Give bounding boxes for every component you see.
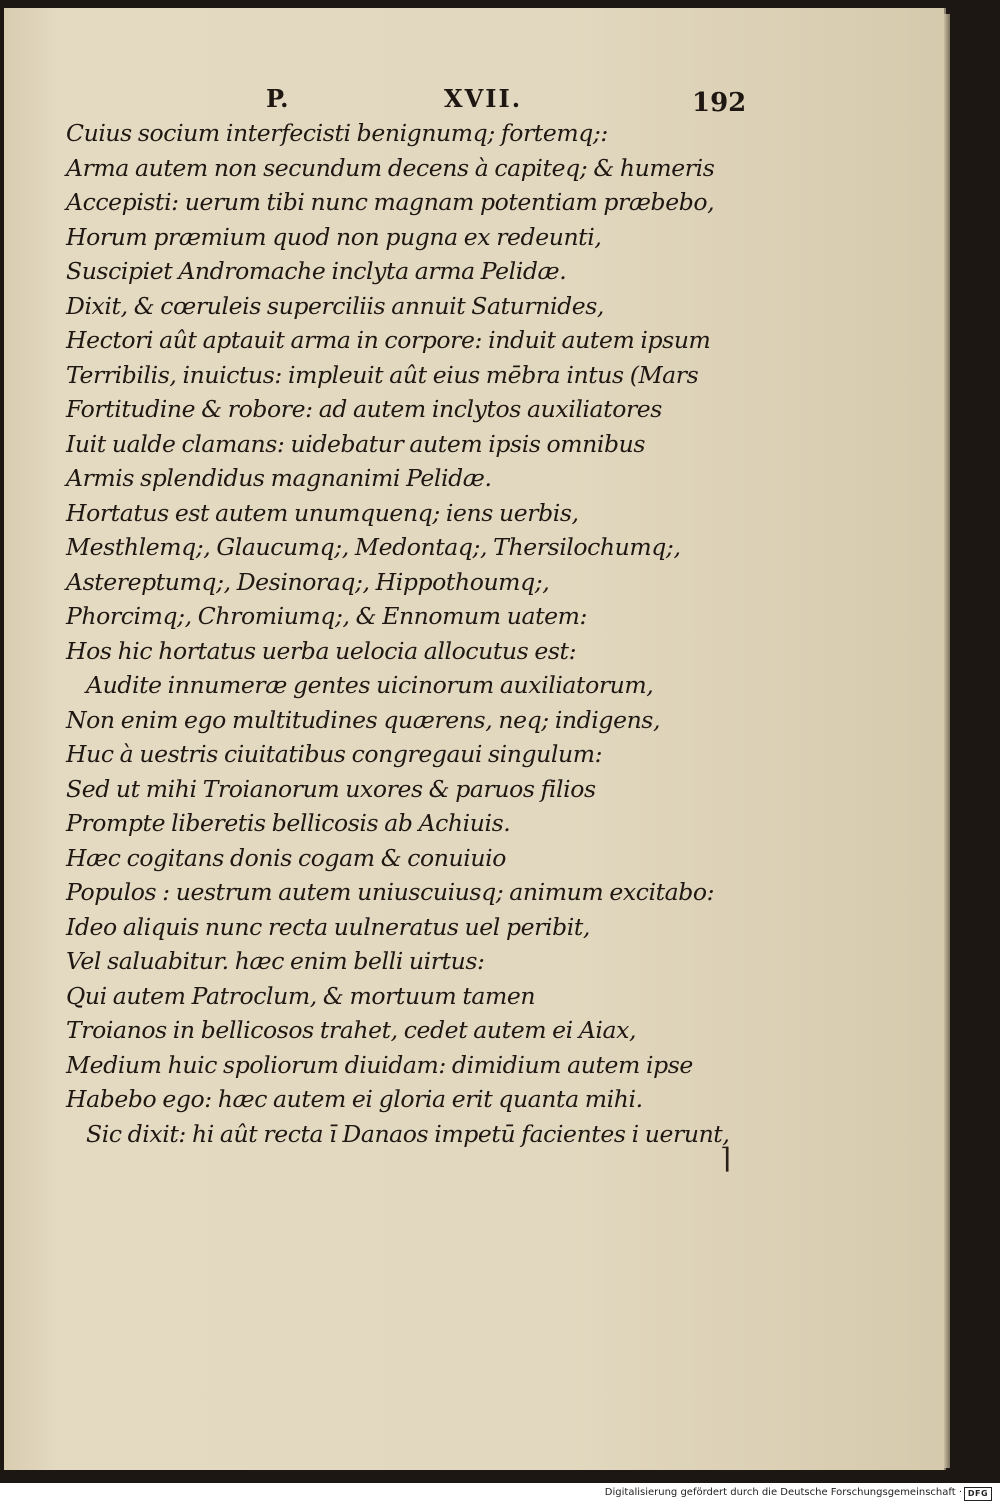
book-page (4, 8, 946, 1470)
verse-line: Ideo aliquis nunc recta uulneratus uel peribit, (66, 912, 590, 941)
verse-line: Phorcimq;, Chromiumq;, & Ennomum uatem: (66, 602, 588, 630)
digitization-credit: Digitalisierung gefördert durch die Deutsche Forschungsgemeinschaft · (604, 1487, 962, 1498)
margin-bracket-mark: ⌉ (720, 1142, 731, 1175)
verse-line: Populos : uestrum autem uniuscuiusq; animum excitabo: (66, 878, 715, 906)
verse-line: Non enim ego multitudines quærens, neq; indigens, (66, 705, 661, 734)
verse-line: Hortatus est autem unumquenq; iens uerbis, (66, 498, 579, 527)
verse-line: Hectori aût aptauit arma in corpore: induit autem ipsum (66, 326, 711, 354)
verse-text (66, 116, 746, 1151)
verse-line: Dixit, & cœruleis superciliis annuit Saturnides, (66, 291, 604, 320)
verse-line: Hæc cogitans donis cogam & conuiuio (66, 843, 506, 872)
verse-line: Horum præmium quod non pugna ex redeunti, (66, 222, 602, 251)
running-head-left: P. (266, 84, 289, 113)
verse-line: Arma autem non secundum decens à capiteq; & humeris (66, 153, 715, 182)
verse-line: Armis splendidus magnanimi Pelidæ. (66, 464, 492, 492)
verse-line: Huc à uestris ciuitatibus congregaui singulum: (66, 740, 603, 768)
dfg-logo: DFG (964, 1487, 992, 1501)
show-through-from-reverse (752, 158, 932, 458)
page-edge (944, 14, 950, 1468)
verse-line: Sed ut mihi Troianorum uxores & paruos filios (66, 774, 596, 803)
verse-line: Fortitudine & robore: ad autem inclytos auxiliatores (66, 395, 662, 423)
page-number: 192 (692, 88, 747, 118)
verse-line: Cuius socium interfecisti benignumq; fortemq;: (66, 119, 608, 147)
verse-line: Terribilis, inuictus: impleuit aût eius mēbra intus (Mars (66, 360, 699, 389)
running-head (4, 84, 944, 118)
verse-line: Troianos in bellicosos trahet, cedet autem ei Aiax, (66, 1016, 637, 1044)
book-number: XVII. (444, 84, 523, 113)
footer-bar (0, 1483, 1000, 1503)
verse-line: Medium huic spoliorum diuidam: dimidium autem ipse (66, 1050, 693, 1079)
verse-line: Mesthlemq;, Glaucumq;, Medontaq;, Thersilochumq;, (66, 533, 681, 561)
verse-line: Prompte liberetis bellicosis ab Achiuis. (66, 809, 511, 837)
verse-line: Astereptumq;, Desinoraq;, Hippothoumq;, (66, 567, 550, 596)
verse-line: Audite innumeræ gentes uicinorum auxiliatorum, (86, 671, 654, 699)
verse-line: Accepisti: uerum tibi nunc magnam potentiam præbebo, (66, 188, 715, 216)
verse-line: Iuit ualde clamans: uidebatur autem ipsis omnibus (66, 429, 646, 458)
verse-line: Hos hic hortatus uerba uelocia allocutus est: (66, 636, 577, 665)
verse-line: Sic dixit: hi aût recta ī Danaos impetū facientes i uerunt, (86, 1119, 730, 1148)
verse-line: Habebo ego: hæc autem ei gloria erit quanta mihi. (66, 1085, 643, 1113)
verse-line: Qui autem Patroclum, & mortuum tamen (66, 981, 536, 1010)
verse-line: Vel saluabitur. hæc enim belli uirtus: (66, 947, 485, 975)
verse-line: Suscipiet Andromache inclyta arma Pelidæ. (66, 257, 567, 285)
